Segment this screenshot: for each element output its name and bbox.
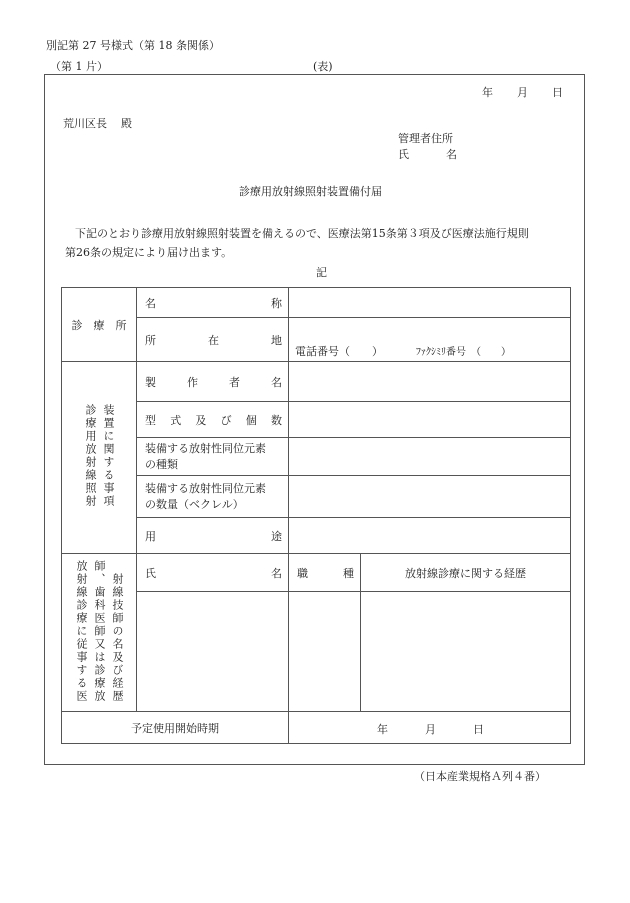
sheet-label: （第 1 片）: [50, 60, 108, 73]
date-month: 月: [517, 86, 528, 99]
fax-label: ﾌｧｸｼﾐﾘ番号 （ ）: [416, 347, 511, 358]
staff-job-field[interactable]: [289, 592, 361, 712]
model-field[interactable]: [289, 402, 571, 438]
isotope-qty-field[interactable]: [289, 476, 571, 518]
manager-address-label: 管理者住所: [398, 132, 453, 145]
isotope-type-field[interactable]: [289, 438, 571, 476]
body-line-1: 下記のとおり診療用放射線照射装置を備えるので、医療法第15条第３項及び医療法施行規則: [75, 227, 529, 240]
clinic-header: 診 療 所: [62, 288, 137, 362]
date-day: 日: [552, 86, 563, 99]
paper-size-note: （日本産業規格Ａ列４番）: [414, 770, 546, 783]
staff-header: 放射線診療に従事する医 師、歯科医師又は診療放 射線技師の名及び経歴: [62, 554, 137, 712]
model-label-cell: 型 式 及 び 個 数: [137, 402, 289, 438]
name-label-given: 名: [446, 148, 457, 161]
document-title: 診療用放射線照射装置備付届: [239, 185, 382, 198]
staff-career-label-cell: 放射線診療に関する経歴: [361, 554, 571, 592]
staff-name-field[interactable]: [137, 592, 289, 712]
clinic-location-field[interactable]: [289, 318, 571, 362]
addressee-mayor: 荒川区長: [63, 117, 107, 130]
staff-career-field[interactable]: [361, 592, 571, 712]
ki-label: 記: [316, 266, 327, 279]
usage-label-cell: 用 途: [137, 518, 289, 554]
body-line-2: 第26条の規定により届け出ます。: [65, 246, 233, 259]
start-month: 月: [425, 722, 436, 736]
name-label-cell: 名 称: [137, 288, 289, 318]
location-label-cell: 所 在 地: [137, 318, 289, 362]
addressee-honorific: 殿: [121, 117, 132, 130]
phone-label: 電話番号（ ）: [295, 345, 383, 358]
date-year: 年: [482, 86, 493, 99]
staff-name-label-cell: 氏 名: [137, 554, 289, 592]
device-header: 診療用放射線照射 装置に関する事項: [62, 362, 137, 554]
manufacturer-label-cell: 製 作 者 名: [137, 362, 289, 402]
clinic-name-field[interactable]: [289, 288, 571, 318]
start-date-field[interactable]: [289, 712, 571, 744]
staff-job-label-cell: 職 種: [289, 554, 361, 592]
start-year: 年: [377, 722, 388, 736]
side-label: (表): [313, 60, 333, 73]
notification-table: [61, 287, 571, 744]
usage-field[interactable]: [289, 518, 571, 554]
name-label-surname: 氏: [398, 148, 409, 161]
isotope-type-label-cell: 装備する放射性同位元素 の種類: [137, 438, 289, 476]
manufacturer-field[interactable]: [289, 362, 571, 402]
form-number: 別記第 27 号様式（第 18 条関係）: [46, 39, 220, 52]
isotope-qty-label-cell: 装備する放射性同位元素 の数量（ベクレル）: [137, 476, 289, 518]
start-date-label-cell: 予定使用開始時期: [62, 712, 289, 744]
start-day: 日: [473, 722, 484, 736]
